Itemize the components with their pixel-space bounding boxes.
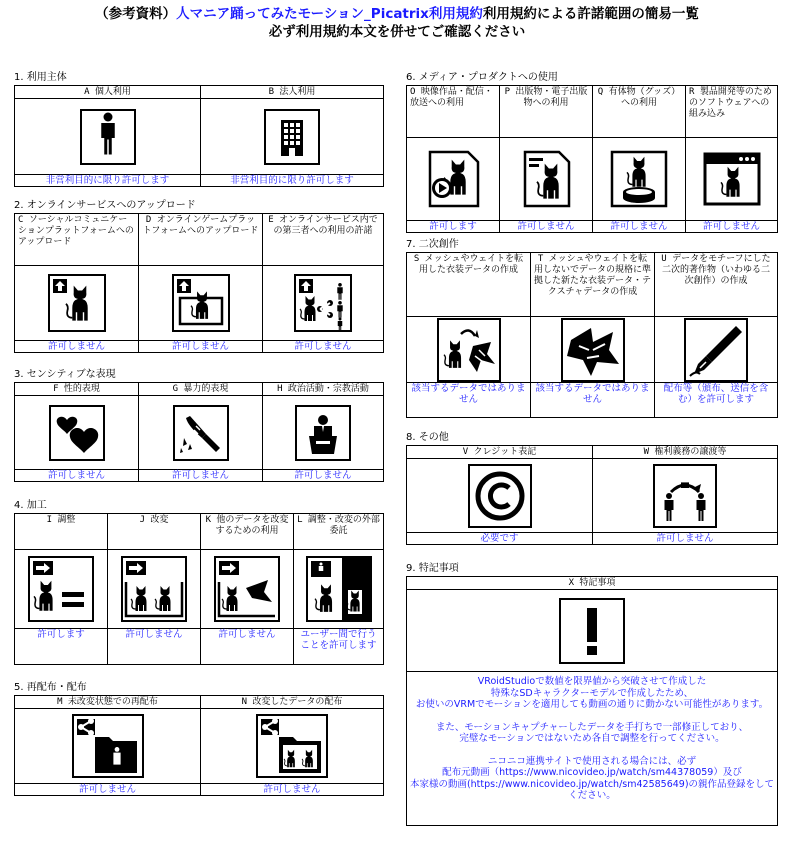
upload-cat-icon: [48, 274, 106, 332]
cell-header: O 映像作品・配信・放送への利用: [407, 86, 499, 138]
status-text[interactable]: 許可しません: [218, 629, 276, 640]
cell-header: G 暴力的表現: [139, 383, 262, 396]
cell-n: [201, 696, 383, 795]
cell-header: U データをモチーフにした二次的著作物（いわゆる二次創作）の作成: [655, 253, 777, 317]
cell-j: [108, 514, 201, 664]
section-processing: [14, 500, 384, 665]
note-line: お使いのVRMでモーションを適用しても動画の通りに動かない可能性があります。: [415, 699, 769, 710]
cell-p: [500, 86, 593, 232]
note-line[interactable]: 本家様の動画(https://www.nicovideo.jp/watch/sm42585649)の親作品登録をしてください。: [409, 778, 775, 801]
status-text[interactable]: 許可しません: [125, 629, 183, 640]
cell-i: [15, 514, 108, 664]
cell-c: [15, 214, 139, 352]
status-text[interactable]: 許可しません: [171, 470, 229, 481]
status-text[interactable]: 許可しません: [78, 784, 136, 795]
note-line: また、モーションキャプチャーしたデータを手打ちで一部修正しており、: [435, 721, 749, 733]
cell-w: [593, 446, 777, 544]
redistribute-icon: [71, 713, 145, 779]
cell-f: [15, 383, 139, 481]
section-usage-subject: [14, 72, 384, 187]
cell-header: R 製品開発等のためのソフトウェアへの組み込み: [686, 86, 777, 138]
cell-header: I 調整: [15, 514, 107, 550]
section-other: [406, 432, 778, 545]
cell-header: Q 有体物（グッズ）への利用: [593, 86, 685, 138]
section-media-products: [406, 72, 778, 233]
software-icon: [701, 148, 763, 210]
cell-q: [593, 86, 686, 232]
publication-icon: [515, 148, 577, 210]
status-text[interactable]: 非営利目的に限り許可します: [45, 175, 170, 186]
cell-r: [686, 86, 777, 232]
cell-header: H 政治活動・宗教活動: [263, 383, 383, 396]
status-text[interactable]: 許可しません: [47, 341, 105, 352]
cell-x: [407, 577, 777, 825]
pen-icon: [684, 318, 748, 382]
section-label: 2. オンラインサービスへのアップロード: [14, 200, 196, 211]
status-text[interactable]: 配布等（頒布、送信を含む）を許可します: [663, 383, 769, 405]
status-text[interactable]: 許可します: [429, 221, 477, 232]
cell-header: B 法人利用: [201, 86, 383, 99]
status-text[interactable]: 許可しません: [294, 341, 352, 352]
cell-header: F 性的表現: [15, 383, 138, 396]
building-icon: [264, 109, 320, 165]
title-suffix: 利用規約による許諾範囲の簡易一覧: [482, 6, 699, 22]
cell-k: [201, 514, 294, 664]
section-label: 9. 特記事項: [406, 563, 459, 574]
status-text[interactable]: 該当するデータではありません: [535, 383, 650, 405]
status-text[interactable]: 許可しません: [263, 784, 321, 795]
cell-header: E オンラインサービス内での第三者への利用の許諾: [263, 214, 383, 266]
status-text[interactable]: 必要です: [480, 533, 519, 544]
note-line: ニコニコ連携サイトで使用される場合には、必ず: [487, 755, 697, 767]
section-sensitive: [14, 369, 384, 482]
status-text[interactable]: 該当するデータではありません: [411, 383, 526, 405]
mesh-transfer-icon: [437, 318, 501, 382]
exclamation-icon: [559, 598, 625, 664]
outsource-icon: [306, 556, 372, 622]
cell-header: K 他のデータを改変するための利用: [201, 514, 293, 550]
section-label: 8. その他: [406, 432, 449, 443]
cell-header: A 個人利用: [15, 86, 200, 99]
cell-header: M 未改変状態での再配布: [15, 696, 200, 709]
video-icon: [422, 148, 484, 210]
cell-header: V クレジット表記: [407, 446, 592, 459]
status-text[interactable]: 非営利目的に限り許可します: [230, 175, 354, 186]
podium-icon: [295, 405, 351, 461]
note-line: VRoidStudioで数値を限界値から突破させて作成した: [477, 676, 707, 687]
cell-d: [139, 214, 263, 352]
section-online-upload: [14, 200, 384, 353]
section-label: 5. 再配布・配布: [14, 682, 87, 693]
cell-m: [15, 696, 201, 795]
hearts-icon: [49, 405, 105, 461]
note-line: 完璧なモーションではないため各自で調整を行ってください。: [459, 733, 725, 744]
cell-v: [407, 446, 593, 544]
status-text[interactable]: 許可します: [37, 629, 85, 640]
cell-header: J 改変: [108, 514, 200, 550]
notes-block: [407, 672, 777, 802]
cell-a: [15, 86, 201, 186]
cell-header: L 調整・改変の外部委託: [294, 514, 383, 550]
cell-header: X 特記事項: [407, 577, 777, 590]
figure-icon: [608, 148, 670, 210]
section-redistribution: [14, 682, 384, 796]
section-label: 3. センシティブな表現: [14, 369, 116, 380]
cell-header: N 改変したデータの配布: [201, 696, 383, 709]
status-text[interactable]: 許可しません: [517, 221, 575, 232]
cell-h: [263, 383, 383, 481]
cell-header: W 権利義務の譲渡等: [593, 446, 777, 459]
note-line: 特殊なSDキャラクターモデルで作成したため、: [490, 687, 694, 699]
cell-t: [531, 253, 655, 417]
cell-header: P 出版物・電子出版物への利用: [500, 86, 592, 138]
note-line[interactable]: 配布元動画（https://www.nicovideo.jp/watch/sm44378059）及び: [442, 767, 742, 778]
status-text[interactable]: ユーザー間で行うことを許可します: [300, 629, 377, 651]
section-special-notes: [406, 563, 778, 826]
knife-icon: [173, 405, 229, 461]
section-label: 1. 利用主体: [14, 72, 67, 83]
status-text[interactable]: 許可しません: [47, 470, 105, 481]
status-text[interactable]: 許可しません: [702, 221, 760, 232]
status-text[interactable]: 許可しません: [171, 341, 229, 352]
title-prefix: （参考資料）: [95, 6, 177, 22]
adjust-icon: [28, 556, 94, 622]
upload-share-cat-icon: [294, 274, 352, 332]
page-title: [0, 6, 794, 23]
cell-header: T メッシュやウェイトを転用しないでデータの規格に準拠した新たな衣装データ・テクスチャデータの作成: [531, 253, 654, 317]
cell-b: [201, 86, 383, 186]
cell-header: C ソーシャルコミュニケーションプラットフォームへのアップロード: [15, 214, 138, 266]
transfer-icon: [653, 464, 717, 528]
cell-e: [263, 214, 383, 352]
cell-o: [407, 86, 500, 232]
cell-s: [407, 253, 531, 417]
upload-monitor-cat-icon: [172, 274, 230, 332]
section-label: 7. 二次創作: [406, 239, 459, 250]
copyright-icon: [468, 464, 532, 528]
page-subtitle: 必ず利用規約本文を併せてご確認ください: [268, 24, 526, 40]
section-label: 4. 加工: [14, 500, 47, 511]
cell-g: [139, 383, 263, 481]
costume-icon: [561, 318, 625, 382]
status-text[interactable]: 許可しません: [656, 533, 714, 544]
distribute-modified-icon: [255, 713, 329, 779]
person-icon: [80, 109, 136, 165]
status-text[interactable]: 許可しません: [610, 221, 668, 232]
other-data-icon: [214, 556, 280, 622]
cell-u: [655, 253, 777, 417]
cell-header: D オンラインゲームプラットフォームへのアップロード: [139, 214, 262, 266]
modify-icon: [121, 556, 187, 622]
cell-header: S メッシュやウェイトを転用した衣装データの作成: [407, 253, 530, 317]
section-label: 6. メディア・プロダクトへの使用: [406, 72, 558, 83]
section-derivative: [406, 239, 778, 418]
title-link[interactable]: 人マニア踊ってみたモーション_Picatrix利用規約: [176, 6, 483, 22]
status-text[interactable]: 許可しません: [294, 470, 352, 481]
cell-l: [294, 514, 383, 664]
